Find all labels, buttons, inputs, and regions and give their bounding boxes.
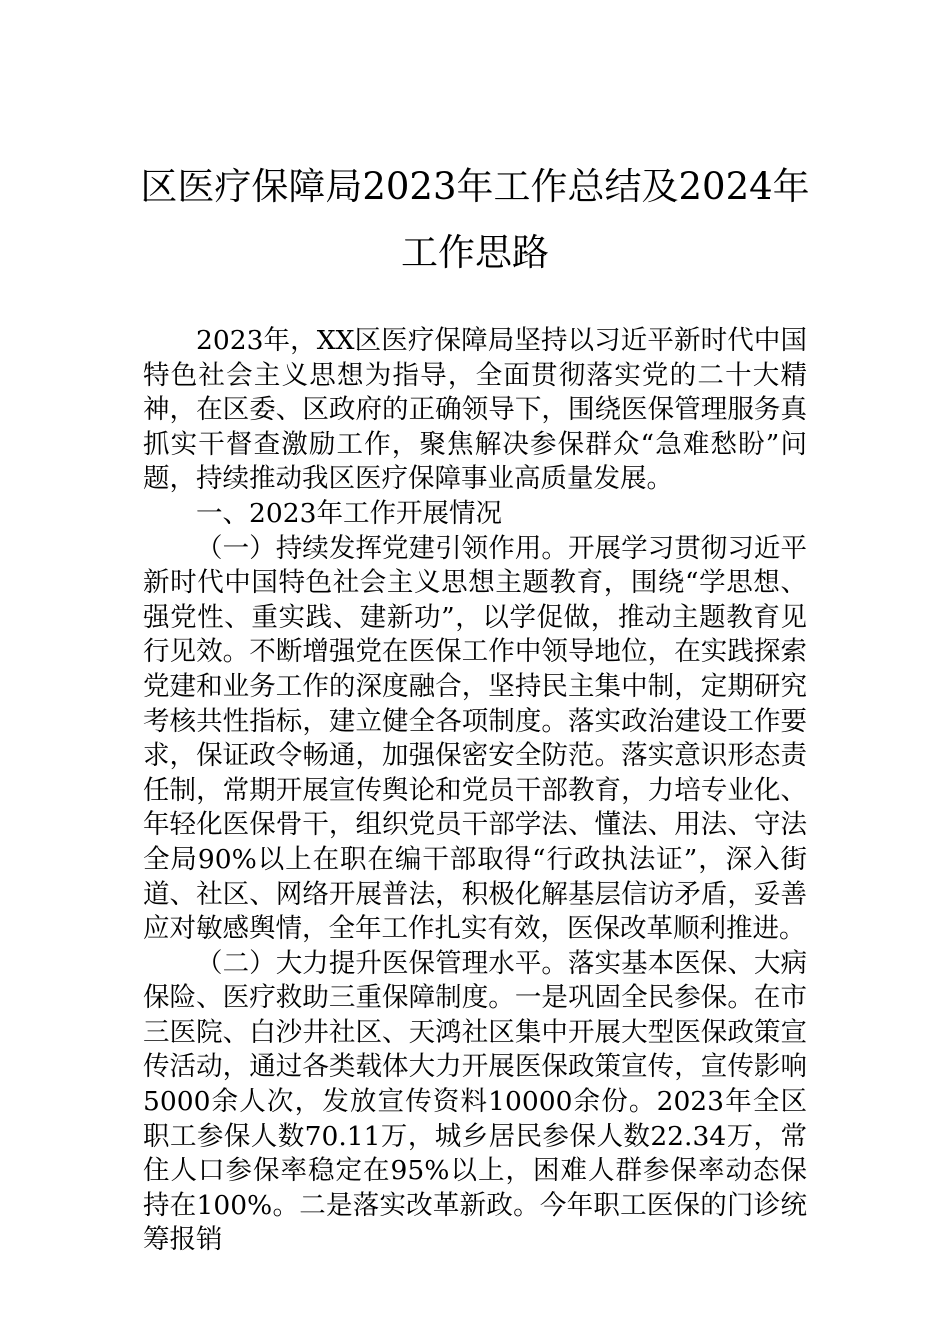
document-body [143,324,807,1258]
subsection-paragraph-1: （一）持续发挥党建引领作用。开展学习贯彻习近平新时代中国特色社会主义思想主题教育，围绕“学思想、强党性、重实践、建新功”，以学促做，推动主题教育见行见效。不断增强党在医保工作中领导地位，在实践探索党建和业务工作的深度融合，坚持民主集中制，定期研究考核共性指标，建立健全各项制度。落实政治建设工作要求，保证政令畅通，加强保密安全防范。落实意识形态责任制，常期开展宣传舆论和党员干部教育，力培专业化、年轻化医保骨干，组织党员干部学法、懂法、用法、守法全局90%以上在职在编干部取得“行政执法证”，深入街道、社区、网络开展普法，积极化解基层信访矛盾，妥善应对敏感舆情，全年工作扎实有效，医保改革顺利推进。 [143,532,807,945]
subsection-paragraph-2: （二）大力提升医保管理水平。落实基本医保、大病保险、医疗救助三重保障制度。一是巩固全民参保。在市三医院、白沙井社区、天鸿社区集中开展大型医保政策宣传活动，通过各类载体大力开展医保政策宣传，宣传影响5000余人次，发放宣传资料10000余份。2023年全区职工参保人数70.11万，城乡居民参保人数22.34万，常住人口参保率稳定在95%以上，困难人群参保率动态保持在100%。二是落实改革新政。今年职工医保的门诊统筹报销 [143,947,807,1256]
intro-paragraph: 2023年，XX区医疗保障局坚持以习近平新时代中国特色社会主义思想为指导，全面贯彻落实党的二十大精神，在区委、区政府的正确领导下，围绕医保管理服务真抓实干督查激励工作，聚焦解决参保群众“急难愁盼”问题，持续推动我区医疗保障事业高质量发展。 [143,325,807,495]
document-title: 区医疗保障局2023年工作总结及2024年工作思路 [140,165,810,274]
section-heading-1: 一、2023年工作开展情况 [196,497,502,529]
